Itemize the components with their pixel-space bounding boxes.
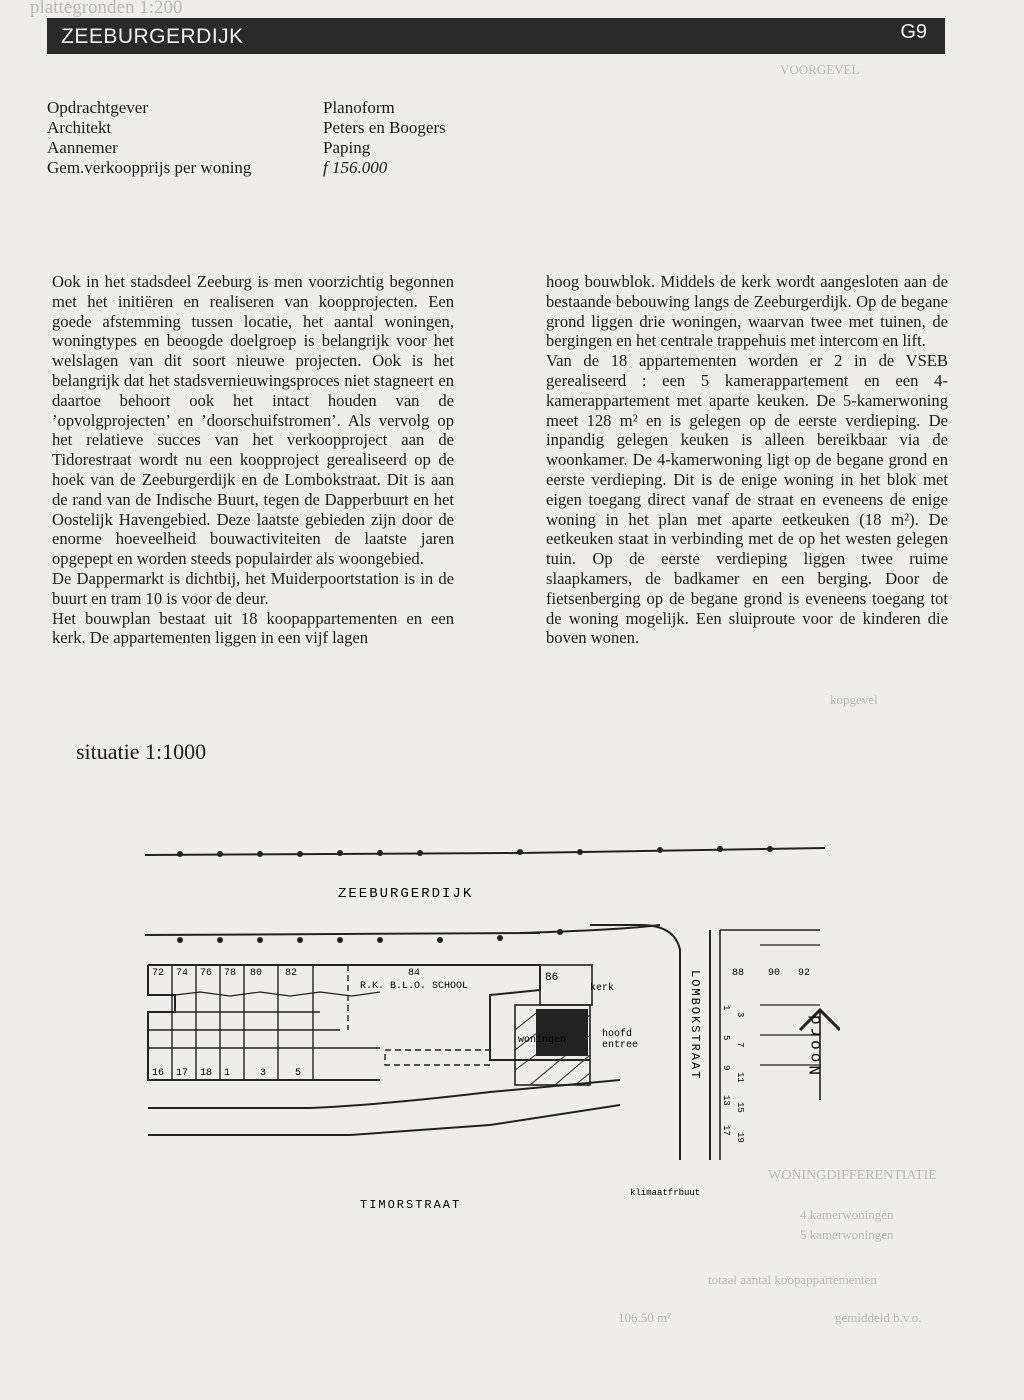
house-number: 84 xyxy=(408,968,421,979)
house-numbers-top xyxy=(152,968,420,979)
block-front-line xyxy=(145,933,540,935)
ghost-bleed-row: 5 kamerwoningen xyxy=(800,1227,894,1242)
info-label: Gem.verkoopprijs per woning xyxy=(47,158,252,177)
house-number: 1 xyxy=(721,1005,731,1011)
house-number: 80 xyxy=(250,968,263,979)
info-row xyxy=(47,158,446,178)
house-number: 18 xyxy=(200,1068,213,1079)
house-number: 82 xyxy=(285,968,298,979)
church-block xyxy=(540,965,592,1005)
street-label-top: ZEEBURGERDIJK xyxy=(338,886,474,902)
info-label: Aannemer xyxy=(47,138,118,157)
ghost-bleed-total: totaal aantal koopappartementen xyxy=(708,1272,877,1287)
body-column-left xyxy=(52,272,454,648)
body-paragraph: hoog bouwblok. Middels de kerk wordt aangesloten aan de bestaande bebouwing langs de Zeeburgerdijk. Op de begane grond liggen drie woningen, waarvan twee met tuinen, de bergingen en het centrale trappehuis met intercom en lift. xyxy=(546,272,948,351)
body-paragraph: De Dappermarkt is dichtbij, het Muiderpoortstation is in de buurt en tram 10 is voor de deur. xyxy=(52,568,454,608)
house-number: 5 xyxy=(721,1035,731,1041)
housing-label: woningen xyxy=(518,1035,567,1046)
church-label: kerk xyxy=(590,983,615,994)
info-label: Opdrachtgever xyxy=(47,98,149,117)
street-line xyxy=(148,1080,620,1108)
page-title: ZEEBURGERDIJK xyxy=(61,25,244,48)
house-number: 17 xyxy=(176,1068,189,1079)
page-code: G9 xyxy=(900,21,927,43)
body-paragraph: Het bouwplan bestaat uit 18 koopappartementen en een kerk. De appartementen liggen in een vijf lagen xyxy=(52,608,454,648)
house-number: 74 xyxy=(176,968,189,979)
house-number: 76 xyxy=(200,968,213,979)
body-paragraph: Ook in het stadsdeel Zeeburg is men voorzichtig begonnen met het initiëren en realiseren van koopprojecten. Een goede afstemming tussen locatie, het aantal woningen, woningtypes en beoogde doelgroep is belangrijk voor het welslagen van dit soort nieuwe projecten. Ook is het belangrijk dat het stadsvernieuwingsproces niet stagneert en daartoe behoort ook het intact houden van de ’opvolgprojecten’ en ’doorschuifstromen’. Als vervolg op het relatieve succes van het verkoopproject aan de Tidorestraat wordt nu een koopproject gerealiseerd op de hoek van de Zeeburgerdijk en de Lombokstraat. Dit is aan de rand van de Indische Buurt, tegen de Dapperbuurt en het Oostelijk Havengebied. Deze laatste gebieden zijn door de enorme hoeveelheid bouwactiviteiten de laatste jaren opgepept en worden steeds populairder als woongebied. xyxy=(52,272,454,569)
church-number: 86 xyxy=(545,972,559,984)
house-number: 5 xyxy=(295,1068,302,1079)
house-number: 9 xyxy=(721,1065,731,1071)
north-label: Noord xyxy=(807,1011,825,1075)
body-paragraph: Van de 18 appartementen worden er 2 in de VSEB gerealiseerd : een 5 kamerappartement en een 4-kamerappartement met aparte keuken. De 5-kamerwoning meet 128 m² en is gelegen op de eerste verdieping. De inpandig gelegen keuken is alleen bereikbaar via de woonkamer. De 4-kamerwoning ligt op de begane grond en eerste verdieping. Dit is de enige woning in het blok met eigen toegang direct vanaf de straat en eveneens de enige woning in het plan met aparte eetkeuken (18 m²). De eetkeuken staat in verbinding met de op het westen gelegen tuin. Op de eerste verdieping liggen twee ruime slaapkamers, de badkamer en een berging. Door de fietsenberging op de begane grond is eveneens toegang tot de woning mogelijk. Een sluiproute voor de kinderen die boven wonen. xyxy=(546,351,948,648)
info-row xyxy=(47,138,446,158)
lamp-posts xyxy=(177,846,773,943)
info-value: Peters en Boogers xyxy=(323,118,446,137)
info-value: Planoform xyxy=(323,98,395,117)
situation-title: situatie 1:1000 xyxy=(76,739,207,764)
house-number: 13 xyxy=(721,1095,731,1106)
climate-label: klimaatfrbuut xyxy=(630,1188,701,1198)
ghost-bleed-heading: plattegronden 1:200 xyxy=(30,0,183,18)
page-header xyxy=(47,18,945,54)
entrance-label: entree xyxy=(602,1040,639,1051)
house-number: 3 xyxy=(735,1012,745,1018)
house-number: 1 xyxy=(224,1068,231,1079)
house-number: 11 xyxy=(735,1072,745,1083)
house-number: 16 xyxy=(152,1068,165,1079)
house-number: 92 xyxy=(798,968,811,979)
info-row xyxy=(47,118,446,138)
ghost-bleed-label: kopgevel xyxy=(830,692,878,707)
house-number: 7 xyxy=(735,1042,745,1048)
dike-road-line xyxy=(145,848,825,855)
project-info xyxy=(47,98,446,178)
ghost-bleed-table-title: WONINGDIFFERENTIATIE xyxy=(768,1168,937,1183)
info-value: f 156.000 xyxy=(323,158,388,177)
ghost-bleed-row: 4 kamerwoningen xyxy=(800,1207,894,1222)
house-number: 17 xyxy=(721,1125,731,1136)
house-number: 19 xyxy=(735,1132,745,1143)
street-label-bottom: TIMORSTRAAT xyxy=(360,1198,462,1212)
ghost-bleed-label: VOORGEVEL xyxy=(780,62,860,77)
house-numbers-right-top xyxy=(732,968,810,979)
house-number: 78 xyxy=(224,968,237,979)
school-label: R.K. B.L.O. SCHOOL xyxy=(360,981,469,992)
ghost-bleed-avg-value: 106.50 m² xyxy=(618,1310,672,1325)
site-map xyxy=(120,830,840,1280)
house-numbers-right-side xyxy=(721,1005,745,1143)
house-number: 3 xyxy=(260,1068,267,1079)
street-label-side: LOMBOKSTRAAT xyxy=(688,970,702,1081)
house-number: 88 xyxy=(732,968,745,979)
info-value: Paping xyxy=(323,138,371,157)
ghost-bleed-avg: gemiddeld b.v.o. xyxy=(835,1310,922,1325)
body-column-right xyxy=(546,272,948,648)
entrance-label: hoofd xyxy=(602,1029,633,1040)
house-number: 90 xyxy=(768,968,781,979)
house-number: 15 xyxy=(735,1102,745,1113)
info-label: Architekt xyxy=(47,118,112,137)
info-row xyxy=(47,98,446,118)
house-number: 72 xyxy=(152,968,165,979)
